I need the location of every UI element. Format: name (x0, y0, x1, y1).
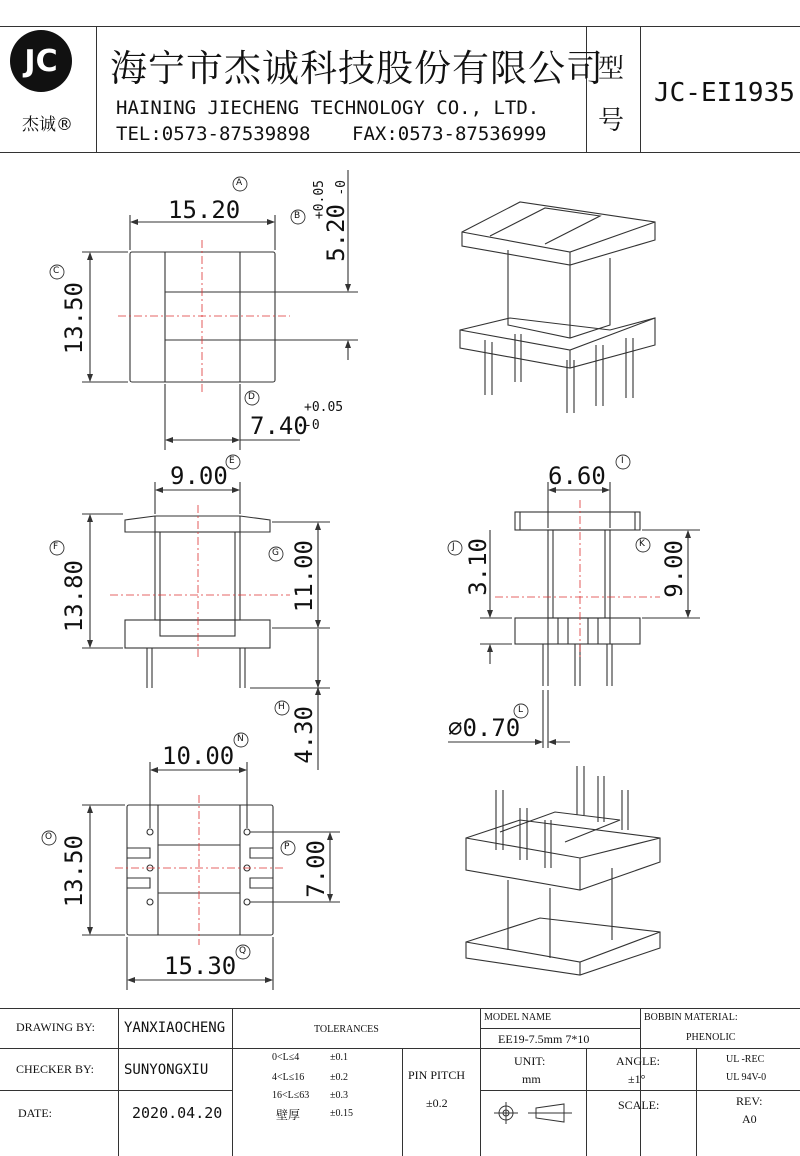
marker-l: L (518, 705, 524, 715)
dim-l: ⌀0.70 (448, 714, 521, 742)
drawing-by-value: YANXIAOCHENG (124, 1020, 226, 1036)
tol-range-4: 壁厚 (276, 1108, 301, 1122)
scale-label: SCALE: (618, 1098, 660, 1112)
dim-c: 13.50 (60, 282, 88, 355)
tolerances-label: TOLERANCES (314, 1024, 379, 1035)
dim-d-tol-minus: -0 (304, 418, 320, 433)
dim-k: 9.00 (660, 540, 688, 598)
model-label-1: 型 (598, 54, 625, 84)
marker-j: J (452, 542, 455, 552)
isometric-view-top (460, 202, 655, 413)
model-label-2: 号 (598, 106, 625, 136)
marker-p: P (284, 842, 290, 852)
logo-subtitle: 杰诚® (22, 115, 73, 135)
marker-i: I (621, 456, 624, 466)
dim-b-tol-plus: +0.05 (312, 180, 327, 220)
rev-value: A0 (742, 1112, 757, 1126)
tol-value-2: ±0.2 (330, 1072, 348, 1083)
pin-pitch-value: ±0.2 (426, 1096, 448, 1110)
tol-range-2: 4<L≤16 (272, 1072, 305, 1083)
dim-e: 9.00 (170, 462, 228, 490)
side-view (448, 482, 700, 748)
company-fax: FAX:0573-87536999 (352, 123, 547, 145)
dim-h: 4.30 (290, 706, 318, 764)
dim-i: 6.60 (548, 462, 606, 490)
company-tel: TEL:0573-87539898 (116, 123, 311, 145)
dim-g: 11.00 (290, 540, 318, 613)
dim-q: 15.30 (164, 952, 237, 980)
tol-value-1: ±0.1 (330, 1052, 348, 1063)
date-value: 2020.04.20 (132, 1104, 223, 1122)
ul-94v0: UL 94V-0 (726, 1072, 767, 1083)
projection-symbol-icon (492, 1100, 576, 1126)
model-name-label: MODEL NAME (484, 1012, 552, 1023)
marker-a: A (236, 178, 243, 188)
angle-label: ANGLE: (616, 1054, 660, 1068)
marker-d: D (248, 392, 255, 402)
drawing-by-label: DRAWING BY: (16, 1020, 95, 1034)
dim-o: 13.50 (60, 835, 88, 908)
marker-b: B (294, 211, 301, 221)
marker-o: O (45, 832, 53, 842)
date-label: DATE: (18, 1106, 52, 1120)
marker-g: G (272, 548, 279, 558)
marker-f: F (53, 542, 59, 552)
company-name-en: HAINING JIECHENG TECHNOLOGY CO., LTD. (116, 97, 540, 119)
dim-a: 15.20 (168, 196, 241, 224)
angle-value: ±1° (628, 1072, 646, 1086)
ul-rec: UL -REC (726, 1054, 765, 1065)
model-number: JC-EI1935 (654, 78, 795, 108)
bobbin-material-label: BOBBIN MATERIAL: (644, 1012, 738, 1023)
marker-k: K (639, 539, 645, 549)
marker-e: E (229, 456, 235, 466)
dim-b: 5.20 (322, 204, 350, 262)
bobbin-material-value: PHENOLIC (686, 1032, 736, 1043)
dim-b-group (310, 180, 356, 280)
logo-text: JC (24, 43, 58, 79)
dim-d: 7.40 (250, 412, 308, 440)
dim-n: 10.00 (162, 742, 235, 770)
company-name-cn: 海宁市杰诚科技股份有限公司 (110, 47, 604, 90)
marker-q: Q (239, 946, 247, 956)
tol-range-1: 0<L≤4 (272, 1052, 300, 1063)
isometric-view-bottom (466, 766, 660, 975)
model-name-value: EE19-7.5mm 7*10 (498, 1032, 590, 1046)
dim-f: 13.80 (60, 560, 88, 633)
dim-p: 7.00 (302, 840, 330, 898)
marker-c: C (53, 266, 60, 276)
dim-b-tol-minus: -0 (334, 180, 349, 196)
marker-n: N (237, 734, 244, 744)
checker-by-value: SUNYONGXIU (124, 1062, 209, 1078)
tol-value-4: ±0.15 (330, 1108, 353, 1119)
dim-j: 3.10 (464, 538, 492, 596)
tol-range-3: 16<L≤63 (272, 1090, 310, 1101)
unit-value: mm (522, 1072, 541, 1086)
rev-label: REV: (736, 1094, 763, 1108)
marker-h: H (278, 702, 285, 712)
dim-d-tol-plus: +0.05 (304, 400, 344, 415)
unit-label: UNIT: (514, 1054, 546, 1068)
pin-pitch-label: PIN PITCH (408, 1068, 466, 1082)
checker-by-label: CHECKER BY: (16, 1062, 94, 1076)
tol-value-3: ±0.3 (330, 1090, 348, 1101)
